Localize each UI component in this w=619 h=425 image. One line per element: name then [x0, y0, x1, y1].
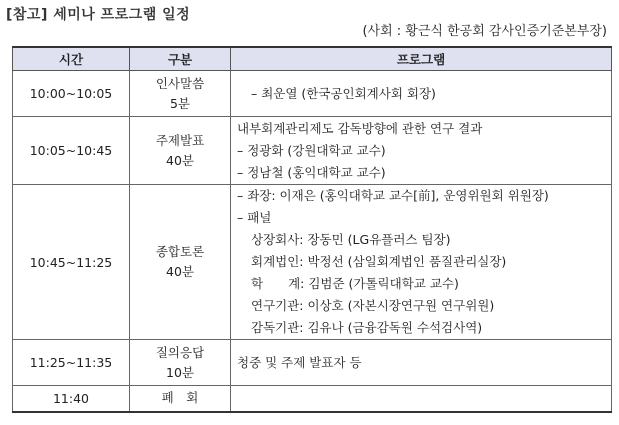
category-label: 인사말씀 — [155, 75, 205, 91]
panel-member: 감독기관: 김유나 (금융감독원 수석검사역) — [251, 320, 483, 335]
category-label: 종합토론 — [155, 244, 205, 259]
category-label: 주제발표 — [155, 132, 205, 148]
time-cell: 11:40 — [13, 386, 130, 412]
table-row — [13, 71, 612, 117]
program-cell — [231, 386, 612, 412]
panel-member: 상장회사: 장동민 (LG유플러스 팀장) — [251, 232, 451, 247]
table-row — [13, 386, 612, 412]
time-cell: 11:25~11:35 — [13, 340, 130, 386]
page-title: [참고] 세미나 프로그램 일정 — [6, 7, 191, 23]
time-cell: 10:05~10:45 — [13, 117, 130, 185]
category-cell — [130, 71, 231, 117]
column-header-time: 시간 — [13, 47, 130, 71]
program-cell — [231, 117, 612, 185]
time-cell: 10:00~10:05 — [13, 71, 130, 117]
column-header-category: 구분 — [130, 47, 231, 71]
category-cell — [130, 185, 231, 340]
category-label: 폐 회 — [161, 390, 199, 406]
column-header-program: 프로그램 — [231, 47, 612, 71]
panel-member: 연구기관: 이상호 (자본시장연구원 연구위원) — [251, 298, 495, 313]
program-cell — [231, 71, 612, 117]
category-duration: 40분 — [166, 152, 194, 168]
program-line: – 패널 — [237, 210, 272, 225]
category-duration: 10분 — [166, 364, 194, 380]
table-header-row — [13, 47, 612, 71]
category-duration: 5분 — [169, 95, 191, 111]
category-label: 질의응답 — [155, 344, 205, 360]
panel-member: 회계법인: 박정선 (삼일회계법인 품질관리실장) — [251, 254, 507, 269]
program-line: – 정광화 (강원대학교 교수) — [237, 142, 386, 158]
program-cell — [231, 340, 612, 386]
table-row — [13, 340, 612, 386]
table-row — [13, 185, 612, 340]
seminar-schedule-table — [12, 46, 612, 413]
moderator-note: (사회 : 황근식 한공회 감사인증기준본부장) — [362, 24, 607, 39]
category-duration: 40분 — [166, 264, 194, 279]
category-cell — [130, 386, 231, 412]
category-cell — [130, 340, 231, 386]
program-line: – 최운열 (한국공인회계사회 회장) — [251, 85, 436, 101]
category-cell — [130, 117, 231, 185]
program-line: – 좌장: 이재은 (홍익대학교 교수[前], 운영위원회 위원장) — [237, 188, 549, 203]
table-row — [13, 117, 612, 185]
program-line: 청중 및 주제 발표자 등 — [237, 354, 362, 370]
program-line: 내부회계관리제도 감독방향에 관한 연구 결과 — [237, 120, 483, 136]
program-line: – 정남철 (홍익대학교 교수) — [237, 164, 386, 180]
panel-member: 학 계: 김범준 (가톨릭대학교 교수) — [251, 276, 459, 291]
program-cell — [231, 185, 612, 340]
time-cell: 10:45~11:25 — [13, 185, 130, 340]
